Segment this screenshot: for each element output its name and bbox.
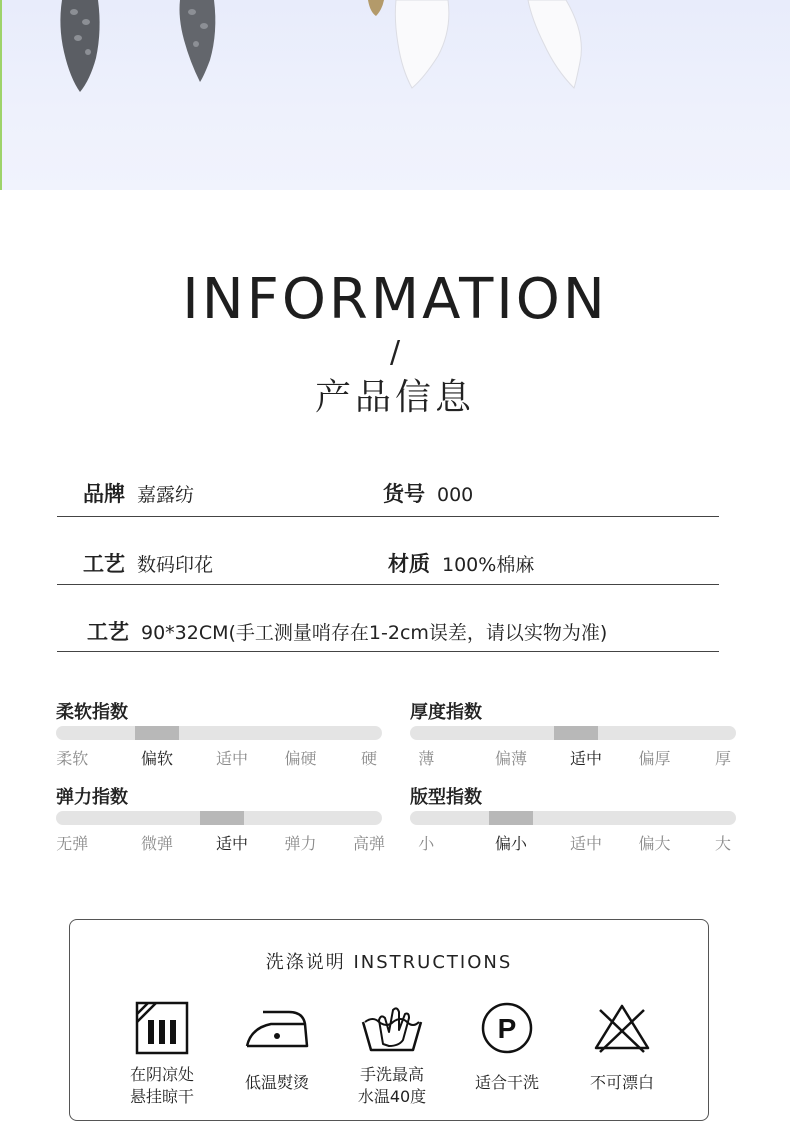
- craft-label: 工艺: [83, 552, 125, 576]
- fit-level-3: 适中: [570, 834, 603, 853]
- elasticity-level-2: 微弹: [141, 834, 174, 853]
- craft-value: 数码印花: [137, 554, 214, 576]
- section-title-english: INFORMATION: [182, 267, 608, 332]
- softness-index-track: [56, 726, 382, 740]
- elasticity-level-4: 弹力: [284, 834, 317, 853]
- fit-index-track: [410, 811, 736, 825]
- wash-item-no-bleach: [567, 1000, 677, 1094]
- title-divider-slash: /: [389, 335, 401, 370]
- dry-clean-icon: [479, 1000, 535, 1056]
- elasticity-level-5: 高弹: [352, 834, 385, 853]
- no-bleach-icon: [592, 1000, 652, 1056]
- softness-index-indicator: [135, 726, 179, 740]
- elasticity-level-3: 适中: [216, 834, 249, 853]
- thickness-level-2: 偏薄: [495, 749, 528, 768]
- wash-caption-1b: 悬挂晾干: [129, 1087, 194, 1106]
- thickness-level-5: 厚: [714, 749, 731, 768]
- softness-index-name: 柔软指数: [56, 702, 128, 723]
- brand-cell: [83, 478, 194, 508]
- size-value: 90*32CM(手工测量哨存在1-2cm误差，请以实物为准): [141, 622, 608, 644]
- wash-item-shade-dry: [107, 1000, 217, 1108]
- softness-level-5: 硬: [360, 749, 377, 768]
- hand-wash-icon: [359, 1000, 425, 1056]
- material-label: 材质: [388, 552, 430, 576]
- wash-title: 洗涤说明 INSTRUCTIONS: [265, 952, 513, 973]
- sku-label: 货号: [383, 482, 425, 506]
- sku-cell: [383, 478, 473, 508]
- wash-instructions-box: [69, 919, 709, 1121]
- wash-caption-4: 适合干洗: [474, 1073, 539, 1092]
- fit-level-1: 小: [418, 834, 435, 853]
- material-cell: [388, 548, 534, 578]
- wash-caption-3a: 手洗最高: [359, 1065, 424, 1084]
- fit-level-4: 偏大: [638, 834, 671, 853]
- info-row-size: [57, 583, 719, 652]
- softness-level-3: 适中: [216, 749, 249, 768]
- elasticity-index-track: [56, 811, 382, 825]
- brand-value: 嘉露纺: [137, 484, 195, 506]
- svg-text:P: P: [497, 1013, 517, 1044]
- product-banner-image: [0, 0, 790, 190]
- thickness-index-track: [410, 726, 736, 740]
- softness-level-4: 偏硬: [284, 749, 317, 768]
- wash-item-hand-wash: [337, 1000, 447, 1108]
- scarf-tassels-illustration: [0, 0, 790, 190]
- elasticity-level-1: 无弹: [56, 834, 89, 853]
- material-value: 100%棉麻: [442, 554, 535, 576]
- wash-item-dry-clean: [452, 1000, 562, 1094]
- info-row-brand: [57, 448, 719, 517]
- softness-level-1: 柔软: [56, 749, 89, 768]
- thickness-index-indicator: [554, 726, 598, 740]
- sku-value: 000: [437, 484, 474, 506]
- section-title-chinese: 产品信息: [314, 377, 475, 418]
- size-cell: [87, 616, 607, 646]
- elasticity-index-indicator: [200, 811, 244, 825]
- thickness-level-3: 适中: [570, 749, 603, 768]
- fit-index-indicator: [489, 811, 533, 825]
- wash-item-low-iron: [222, 1000, 332, 1094]
- softness-level-2: 偏软: [141, 749, 174, 768]
- fit-level-2: 偏小: [495, 834, 528, 853]
- size-label: 工艺: [87, 620, 129, 644]
- wash-caption-3b: 水温40度: [357, 1087, 427, 1106]
- fit-index-name: 版型指数: [410, 787, 482, 808]
- elasticity-index-name: 弹力指数: [56, 787, 128, 808]
- info-row-craft: [57, 516, 719, 585]
- fit-level-5: 大: [714, 834, 731, 853]
- low-iron-icon: [241, 1000, 313, 1056]
- thickness-level-4: 偏厚: [638, 749, 671, 768]
- wash-caption-5: 不可漂白: [589, 1073, 654, 1092]
- wash-caption-1a: 在阴凉处: [129, 1065, 194, 1084]
- wash-caption-2: 低温熨烫: [244, 1073, 309, 1092]
- brand-label: 品牌: [83, 482, 125, 506]
- thickness-level-1: 薄: [418, 749, 435, 768]
- shade-dry-icon: [134, 1000, 190, 1056]
- craft-cell: [83, 548, 213, 578]
- thickness-index-name: 厚度指数: [410, 702, 482, 723]
